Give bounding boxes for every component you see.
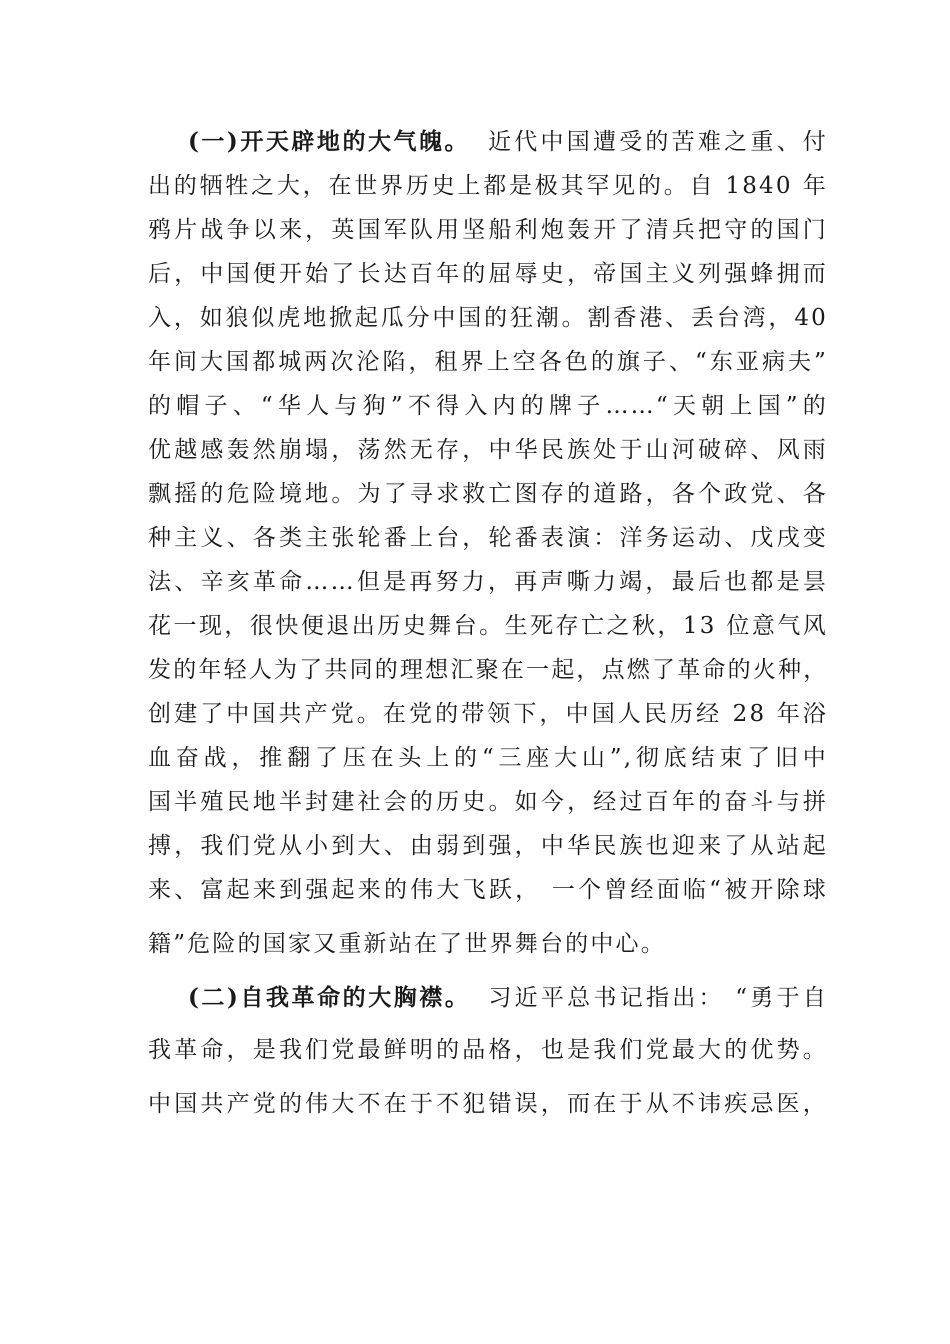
section1-line-7: 优越感轰然崩塌，荡然无存，中华民族处于山河破碎、风雨 — [148, 437, 828, 463]
section2-heading-line — [148, 981, 828, 1015]
section1-line-6: 的帽子、“华人与狗”不得入内的牌子……“天朝上国”的 — [148, 393, 828, 419]
section1-line-1: 出的牺牲之大，在世界历史上都是极其罕见的。自 1840 年 — [148, 173, 828, 199]
section1-line-16: 搏，我们党从小到大、由弱到强，中华民族也迎来了从站起 — [148, 833, 828, 859]
section2-heading: (二)自我革命的大胸襟。 — [188, 984, 471, 1011]
section1-heading: (一)开天辟地的大气魄。 — [188, 128, 471, 155]
section1-line-2: 鸦片战争以来，英国军队用坚船利炮轰开了清兵把守的国门 — [148, 217, 828, 243]
section1-line-13: 创建了中国共产党。在党的带领下，中国人民历经 28 年浴 — [148, 701, 828, 727]
section1-line-12: 发的年轻人为了共同的理想汇聚在一起，点燃了革命的火种， — [148, 657, 829, 683]
section1-line-5: 年间大国都城两次沦陷，租界上空各色的旗子、“东亚病夫” — [148, 349, 828, 375]
section1-line-0: 近代中国遭受的苦难之重、付 — [488, 129, 828, 155]
section1-line-8: 飘摇的危险境地。为了寻求救亡图存的道路，各个政党、各 — [148, 481, 828, 507]
section2-line-1: 我革命，是我们党最鲜明的品格，也是我们党最大的优势。 — [148, 1037, 828, 1063]
section1-heading-line — [148, 125, 828, 159]
section1-line-17: 来、富起来到强起来的伟大飞跃， 一个曾经面临“被开除球 — [148, 877, 828, 903]
section1-line-3: 后，中国便开始了长达百年的屈辱史，帝国主义列强蜂拥而 — [148, 261, 828, 287]
section1-line-10: 法、辛亥革命……但是再努力，再声嘶力竭，最后也都是昙 — [148, 569, 828, 595]
section1-line-18: 籍”危险的国家又重新站在了世界舞台的中心。 — [148, 931, 666, 957]
section1-line-4: 入，如狼似虎地掀起瓜分中国的狂潮。割香港、丢台湾，40 — [148, 305, 828, 331]
section1-line-15: 国半殖民地半封建社会的历史。如今，经过百年的奋斗与拼 — [148, 789, 828, 815]
document-body — [148, 0, 828, 1344]
section1-line-9: 种主义、各类主张轮番上台，轮番表演：洋务运动、戊戌变 — [148, 525, 828, 551]
section2-line-2: 中国共产党的伟大不在于不犯错误，而在于从不讳疾忌医， — [148, 1091, 828, 1117]
section1-line-11: 花一现，很快便退出历史舞台。生死存亡之秋，13 位意气风 — [148, 613, 828, 639]
section1-line-14: 血奋战，推翻了压在头上的“三座大山”,彻底结束了旧中 — [148, 745, 828, 771]
section2-line-0: 习近平总书记指出： “勇于自 — [488, 985, 828, 1011]
